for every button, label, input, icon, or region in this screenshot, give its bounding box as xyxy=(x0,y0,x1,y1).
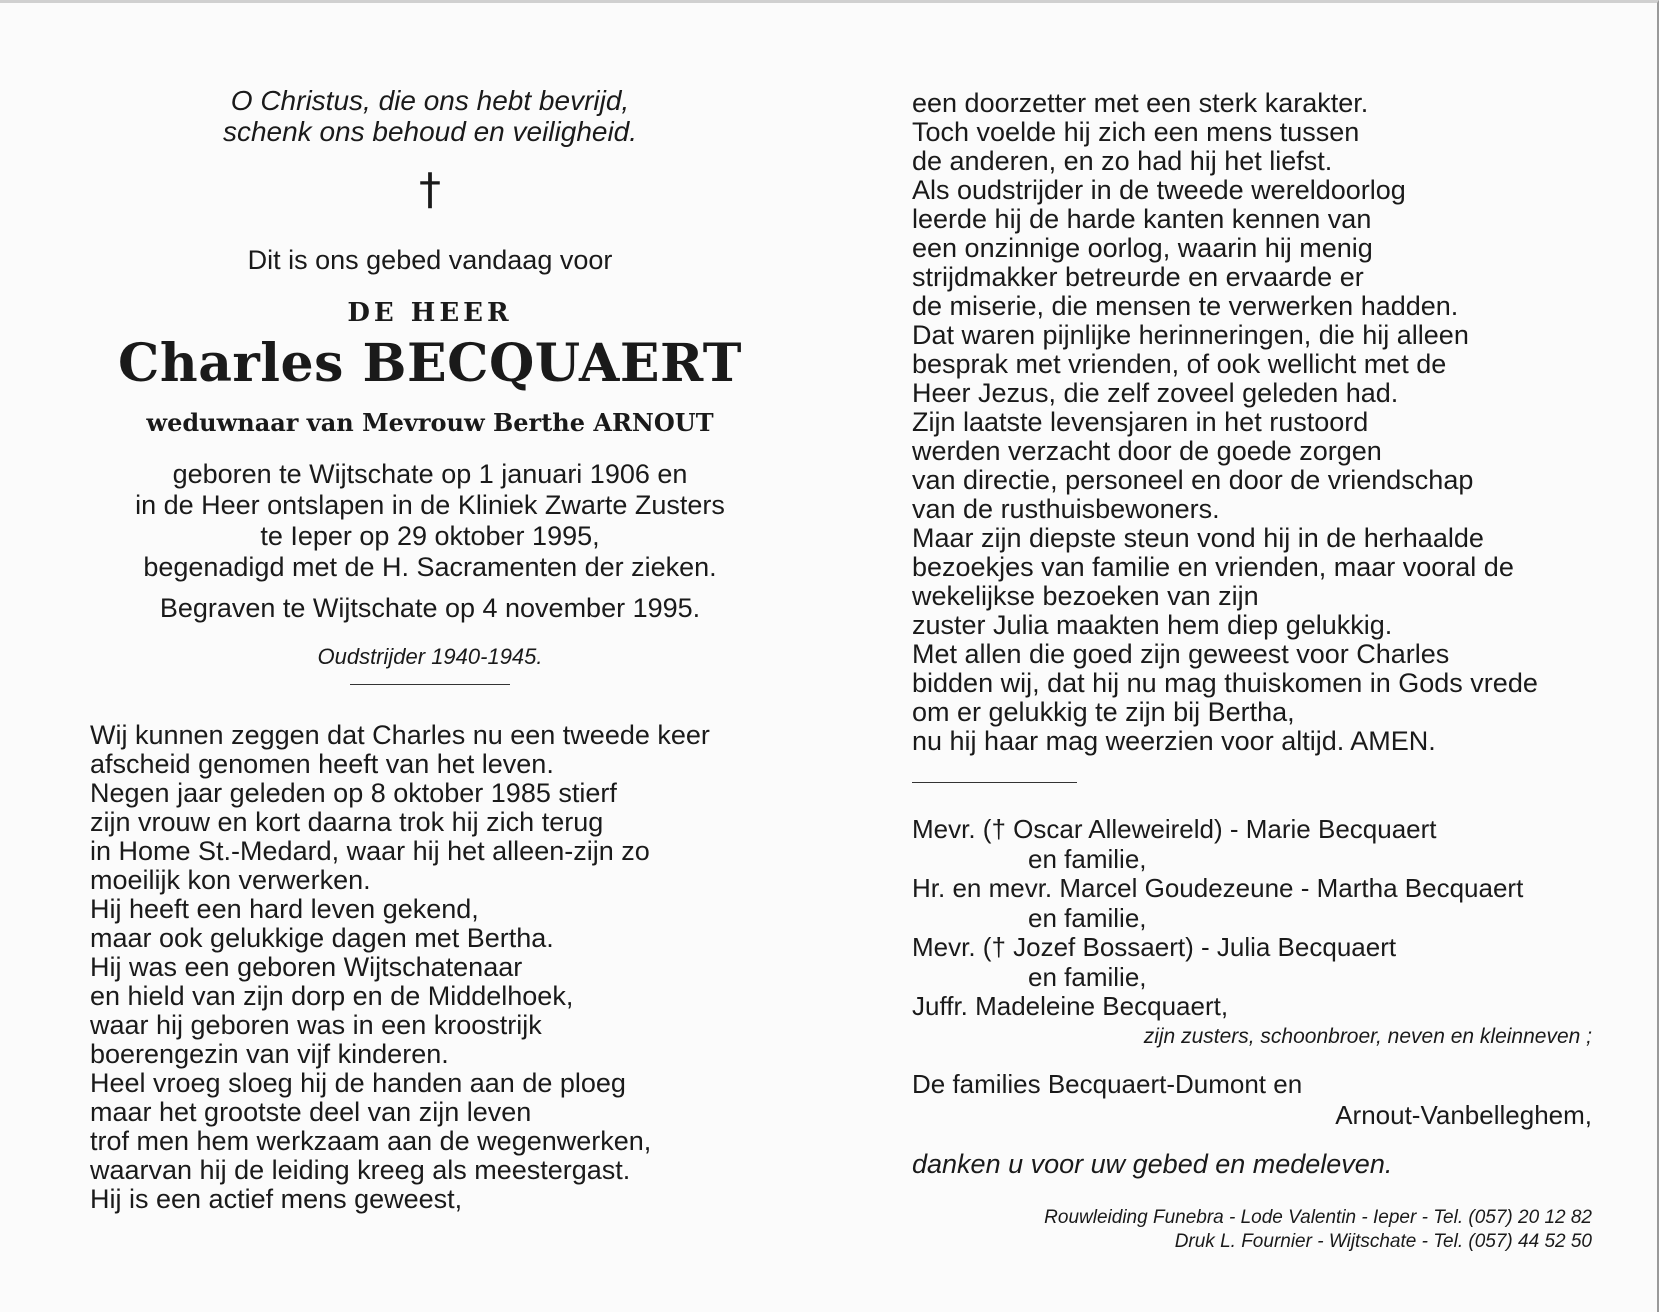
eulogy-line: waar hij geboren was in een kroostrijk xyxy=(90,1010,542,1040)
bio-line: te Ieper op 29 oktober 1995, xyxy=(260,521,600,551)
eulogy-line: Toch voelde hij zich een mens tussen xyxy=(912,117,1360,147)
honorific: DE HEER xyxy=(347,298,513,328)
family-suffix: en familie, xyxy=(1028,843,1147,874)
eulogy-line: wekelijkse bezoeken van zijn xyxy=(912,581,1259,611)
eulogy-line: Maar zijn diepste steun vond hij in de herhaalde xyxy=(912,523,1484,553)
eulogy-line: nu hij haar mag weerzien voor altijd. AMEN. xyxy=(912,726,1436,756)
families-line-1: De families Becquaert-Dumont en xyxy=(912,1069,1303,1099)
eulogy-line: de anderen, en zo had hij het liefst. xyxy=(912,146,1333,176)
eulogy-right xyxy=(912,89,1612,756)
bio-line: in de Heer ontslapen in de Kliniek Zwarte Zusters xyxy=(135,490,725,520)
divider xyxy=(912,782,1077,783)
eulogy-line: werden verzacht door de goede zorgen xyxy=(912,436,1382,466)
eulogy-line: zuster Julia maakten hem diep gelukkig. xyxy=(912,610,1393,640)
eulogy-line: Heer Jezus, die zelf zoveel geleden had. xyxy=(912,378,1399,408)
families-block xyxy=(912,1069,1612,1131)
bio-line: begenadigd met de H. Sacramenten der zieken. xyxy=(143,552,717,582)
family-member: Mevr. († Jozef Bossaert) - Julia Becquaert xyxy=(912,932,1397,962)
eulogy-line: in Home St.-Medard, waar hij het alleen-zijn zo xyxy=(90,836,650,866)
prayer-intro: Dit is ons gebed vandaag voor xyxy=(247,245,613,275)
eulogy-line: bidden wij, dat hij nu mag thuiskomen in Gods vrede xyxy=(912,668,1538,698)
eulogy-line: trof men hem werkzaam aan de wegenwerken, xyxy=(90,1126,652,1156)
eulogy-line: moeilijk kon verwerken. xyxy=(90,865,371,895)
right-column xyxy=(912,89,1612,1254)
family-suffix: en familie, xyxy=(1028,961,1147,992)
verse-line-2: schenk ons behoud en veiligheid. xyxy=(222,116,638,147)
eulogy-line: Met allen die goed zijn geweest voor Charles xyxy=(912,639,1450,669)
family-note: zijn zusters, schoonbroer, neven en kleinneven ; xyxy=(1143,1024,1592,1048)
family-member: Mevr. († Oscar Alleweireld) - Marie Becquaert xyxy=(912,814,1437,844)
printer-credits xyxy=(912,1206,1592,1254)
eulogy-line: bezoekjes van familie en vrienden, maar vooral de xyxy=(912,552,1514,582)
opening-verse xyxy=(90,85,770,147)
eulogy-line: om er gelukkig te zijn bij Bertha, xyxy=(912,697,1295,727)
eulogy-line: Hij was een geboren Wijtschatenaar xyxy=(90,952,523,982)
left-column xyxy=(90,81,770,1214)
biography xyxy=(90,459,770,583)
family-member: Hr. en mevr. Marcel Goudezeune - Martha Becquaert xyxy=(912,873,1524,903)
eulogy-line: boerengezin van vijf kinderen. xyxy=(90,1039,449,1069)
thanks-line: danken u voor uw gebed en medeleven. xyxy=(912,1149,1393,1179)
eulogy-line: waarvan hij de leiding kreeg als meestergast. xyxy=(90,1155,631,1185)
family-suffix: en familie, xyxy=(1028,902,1147,933)
divider xyxy=(350,684,510,685)
spouse-line: weduwnaar van Mevrouw Berthe ARNOUT xyxy=(146,408,714,437)
eulogy-line: Heel vroeg sloeg hij de handen aan de ploeg xyxy=(90,1068,626,1098)
eulogy-line: van directie, personeel en door de vriendschap xyxy=(912,465,1474,495)
verse-line-1: O Christus, die ons hebt bevrijd, xyxy=(230,85,630,116)
eulogy-line: Wij kunnen zeggen dat Charles nu een tweede keer xyxy=(90,720,710,750)
families-line-2: Arnout-Vanbelleghem, xyxy=(1335,1100,1592,1130)
burial-line: Begraven te Wijtschate op 4 november 1995. xyxy=(159,593,701,623)
eulogy-line: een onzinnige oorlog, waarin hij menig xyxy=(912,233,1373,263)
printer-line-2: Druk L. Fournier - Wijtschate - Tel. (057) 44 52 50 xyxy=(1174,1231,1592,1252)
eulogy-line: de miserie, die mensen te verwerken hadden. xyxy=(912,291,1459,321)
eulogy-line: afscheid genomen heeft van het leven. xyxy=(90,749,554,779)
eulogy-line: en hield van zijn dorp en de Middelhoek, xyxy=(90,981,574,1011)
bio-line: geboren te Wijtschate op 1 januari 1906 en xyxy=(172,459,688,489)
deceased-name: Charles BECQUAERT xyxy=(118,333,742,394)
family-member: Juffr. Madeleine Becquaert, xyxy=(912,991,1229,1021)
veteran-line: Oudstrijder 1940-1945. xyxy=(317,644,543,669)
eulogy-line: Hij heeft een hard leven gekend, xyxy=(90,894,479,924)
eulogy-line: Negen jaar geleden op 8 oktober 1985 stierf xyxy=(90,778,617,808)
eulogy-line: strijdmakker betreurde en ervaarde er xyxy=(912,262,1364,292)
eulogy-line: Hij is een actief mens geweest, xyxy=(90,1184,463,1214)
eulogy-line: maar het grootste deel van zijn leven xyxy=(90,1097,532,1127)
eulogy-line: een doorzetter met een sterk karakter. xyxy=(912,88,1369,118)
eulogy-line: van de rusthuisbewoners. xyxy=(912,494,1220,524)
eulogy-line: Als oudstrijder in de tweede wereldoorlog xyxy=(912,175,1406,205)
eulogy-line: besprak met vrienden, of ook wellicht met de xyxy=(912,349,1447,379)
eulogy-line: Zijn laatste levensjaren in het rustoord xyxy=(912,407,1369,437)
eulogy-left xyxy=(90,721,770,1214)
family-list xyxy=(912,815,1612,1051)
eulogy-line: Dat waren pijnlijke herinneringen, die hij alleen xyxy=(912,320,1469,350)
eulogy-line: maar ook gelukkige dagen met Bertha. xyxy=(90,923,554,953)
eulogy-line: zijn vrouw en kort daarna trok hij zich terug xyxy=(90,807,604,837)
printer-line-1: Rouwleiding Funebra - Lode Valentin - Ieper - Tel. (057) 20 12 82 xyxy=(1044,1207,1592,1228)
cross-icon: † xyxy=(419,164,441,215)
eulogy-line: leerde hij de harde kanten kennen van xyxy=(912,204,1372,234)
